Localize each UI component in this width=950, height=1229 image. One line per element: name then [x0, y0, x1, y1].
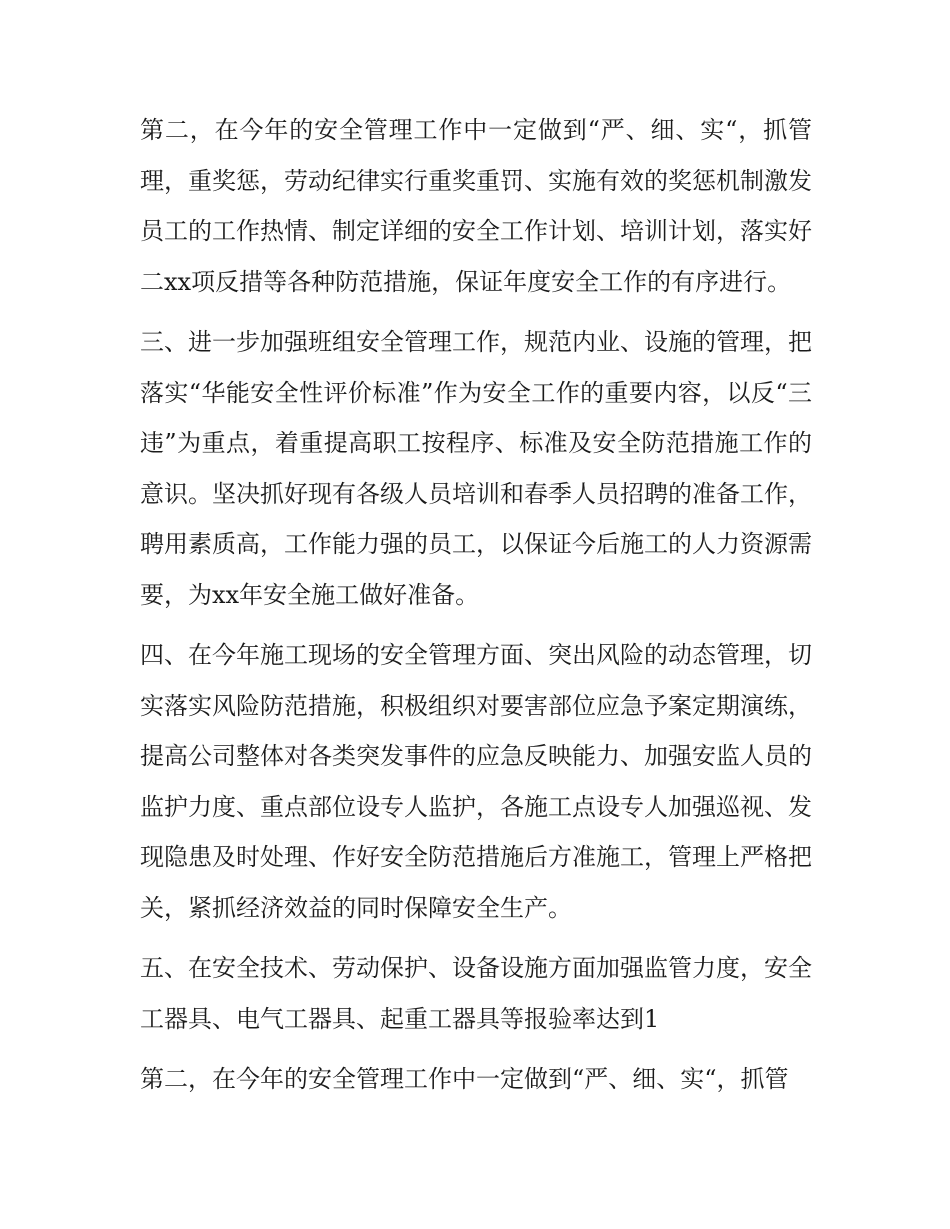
paragraph-third-point: 三、进一步加强班组安全管理工作，规范内业、设施的管理，把落实“华能安全性评价标准”作为安全工作的重要内容，以反“三违”为重点，着重提高职工按程序、标准及安全防范措施工作的意识。坚决抓好现有各级人员培训和春季人员招聘的准备工作，聘用素质高，工作能力强的员工，以保证今后施工的人力资源需要，为xx年安全施工做好准备。	[140, 328, 812, 609]
paragraph-second-point-repeat: 第二，在今年的安全管理工作中一定做到“严、细、实“，抓管	[140, 1065, 789, 1093]
paragraph-fourth-point: 四、在今年施工现场的安全管理方面、突出风险的动态管理，切实落实风险防范措施，积极组织对要害部位应急予案定期演练，提高公司整体对各类突发事件的应急反映能力、加强安监人员的监护力度、重点部位设专人监护，各施工点设专人加强巡视、发现隐患及时处理、作好安全防范措施后方准施工，管理上严格把关，紧抓经济效益的同时保障安全生产。	[140, 641, 812, 922]
paragraph-second-point: 第二，在今年的安全管理工作中一定做到“严、细、实“，抓管理，重奖惩，劳动纪律实行重奖重罚、实施有效的奖惩机制激发员工的工作热情、制定详细的安全工作计划、培训计划，落实好二xx项反措等各种防范措施，保证年度安全工作的有序进行。	[140, 116, 812, 296]
paragraph-fifth-point: 五、在安全技术、劳动保护、设备设施方面加强监管力度，安全工器具、电气工器具、起重工器具等报验率达到1	[140, 954, 812, 1033]
document-body	[140, 105, 812, 1115]
